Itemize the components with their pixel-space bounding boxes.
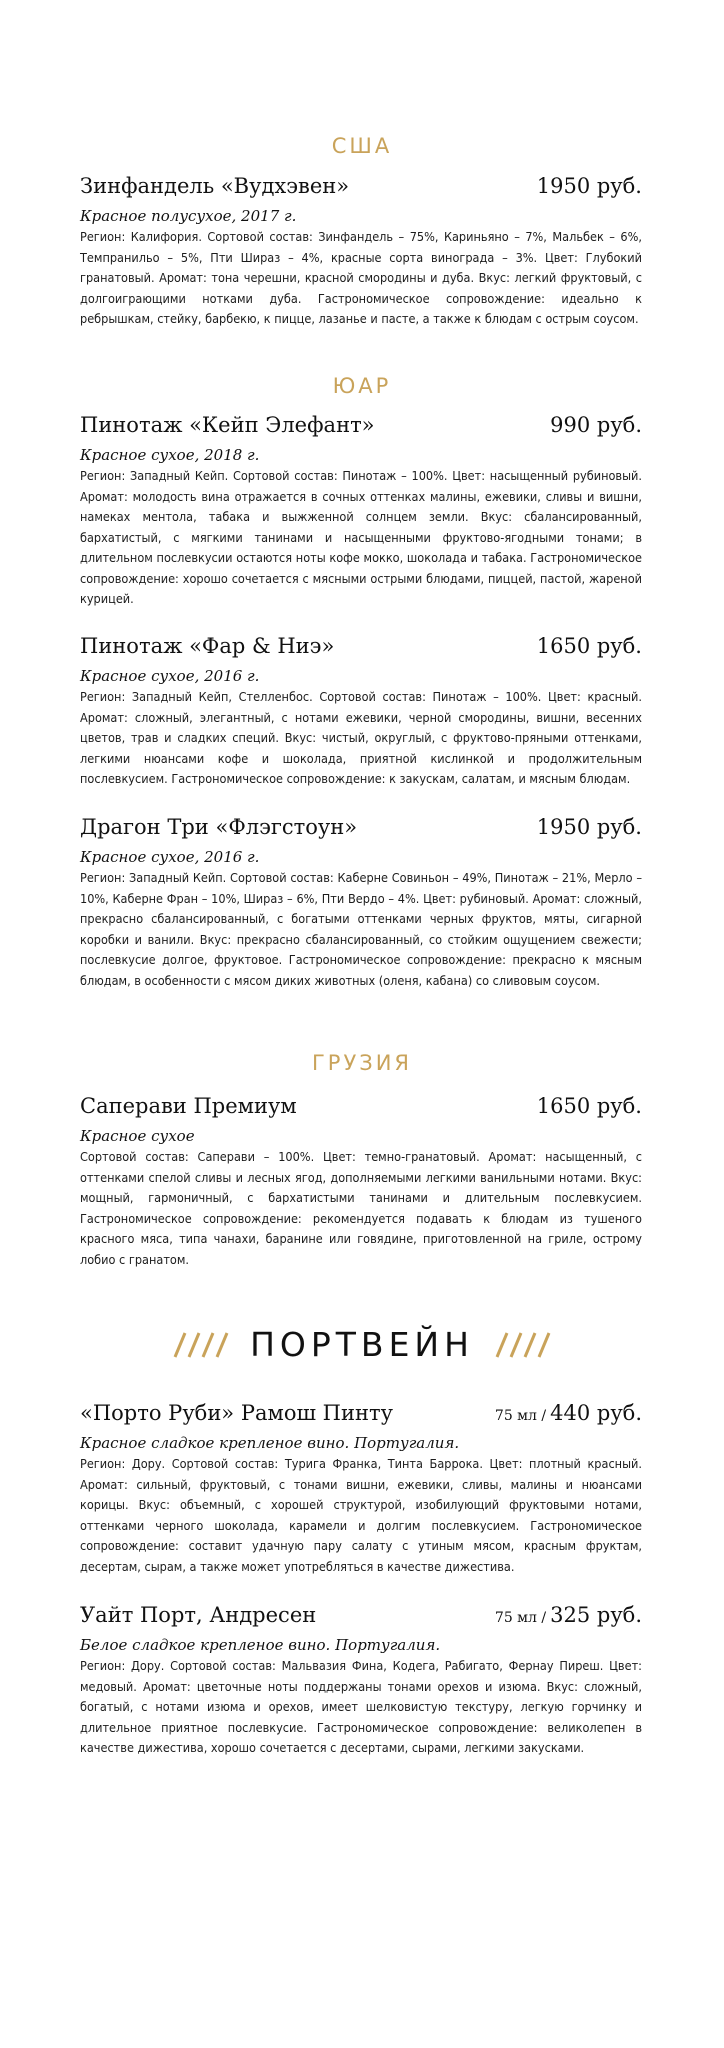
wine-subtitle: Красное сухое <box>80 1127 195 1145</box>
wine-price: 1950 руб. <box>536 815 642 839</box>
country-heading-usa: США <box>331 134 393 158</box>
wine-description: Регион: Дору. Сортовой состав: Мальвазия Фина, Кодега, Рабигато, Фернау Пиреш. Цвет: медовый. Аромат: цветочные ноты поддержаны тонами орехов и изюма. Вкус: сложный, богатый, с нотами изюма и орехов, имеет шелковистую текстуру, легкую горчинку и длительное приятное послевкусие. Гастрономическое сопровождение: великолепен в качестве дижестива, хорошо сочетается с десертами, сырами, легкими закусками. <box>80 1658 642 1755</box>
wine-item <box>80 815 642 991</box>
decorative-stripes-right-icon <box>493 1331 555 1359</box>
wine-subtitle: Белое сладкое крепленое вино. Португалия. <box>80 1636 441 1654</box>
wine-item <box>80 1603 642 1759</box>
wine-description: Регион: Калифория. Сортовой состав: Зинфандель – 75%, Кариньяно – 7%, Мальбек – 6%, Темпранильо – 5%, Пти Шираз – 4%, красные сорта винограда – 3%. Цвет: Глубокий гранатовый. Аромат: тона черешни, красной смородины и дуба. Вкус: легкий фруктовый, с долгоиграющими нотками дуба. Гастрономическое сопровождение: идеально к ребрышкам, стейку, барбекю, к пицце, лазанье и пасте, а также к блюдам с острым соусом. <box>80 229 642 326</box>
wine-subtitle: Красное сухое, 2016 г. <box>80 848 260 866</box>
section-title: ПОРТВЕЙН <box>250 1325 474 1364</box>
wine-subtitle: Красное сладкое крепленое вино. Португалия. <box>80 1434 460 1452</box>
wine-price: 1650 руб. <box>536 634 642 658</box>
wine-description: Регион: Западный Кейп. Сортовой состав: Каберне Совиньон – 49%, Пинотаж – 21%, Мерло – 10%, Каберне Фран – 10%, Шираз – 6%, Пти Вердо – 4%. Цвет: рубиновый. Аромат: сложный, прекрасно сбалансированный, с богатыми оттенками черных фруктов, мяты, сигарной коробки и ванили. Вкус: прекрасно сбалансированный, со стойким ощущением свежести; послевкусие долгое, фруктовое. Гастрономическое сопровождение: прекрасно к мясным блюдам, в особенности с мясом диких животных (оленя, кабана) со сливовым соусом. <box>80 870 642 988</box>
wine-description: Регион: Западный Кейп, Стелленбос. Сортовой состав: Пинотаж – 100%. Цвет: красный. Аромат: сложный, элегантный, с нотами ежевики, черной смородины, вишни, весенних цветов, трав и сладких специй. Вкус: чистый, округлый, с фруктово-пряными оттенками, легкими нюансами кофе и шоколада, приятной кислинкой и продолжительным послевкусием. Гастрономическое сопровождение: к закускам, салатам, и мясным блюдам. <box>80 689 642 786</box>
wine-volume: 75 мл / <box>494 1610 547 1626</box>
country-heading-south-africa: ЮАР <box>332 374 392 398</box>
section-heading-port <box>0 1325 724 1385</box>
wine-description: Сортовой состав: Саперави – 100%. Цвет: темно-гранатовый. Аромат: насыщенный, с оттенками спелой сливы и лесных ягод, дополняемыми легкими ванильными нотами. Вкус: мощный, гармоничный, с бархатистыми танинами и длительным послевкусием. Гастрономическое сопровождение: рекомендуется подавать к блюдам из тушеного красного мяса, типа чанахи, баранине или говядине, приготовленной на гриле, острому лобио с гранатом. <box>80 1149 642 1267</box>
wine-item <box>80 1401 642 1577</box>
decorative-stripes-left-icon <box>169 1331 231 1359</box>
wine-name: Пинотаж «Фар & Ниэ» <box>80 634 335 658</box>
wine-description: Регион: Дору. Сортовой состав: Турига Франка, Тинта Баррока. Цвет: плотный красный. Аромат: сильный, фруктовый, с тонами вишни, ежевики, сливы, малины и нюансами корицы. Вкус: объемный, с хорошей структурой, изобилующий фруктовыми нотами, оттенками черного шоколада, карамели и долгим послевкусием. Гастрономическое сопровождение: составит удачную пару салату с утиным мясом, красным фруктам, десертам, сырам, а также может употребляться в качестве дижестива. <box>80 1456 642 1574</box>
wine-name: Пинотаж «Кейп Элефант» <box>80 413 375 437</box>
wine-name: «Порто Руби» Рамош Пинту <box>80 1401 393 1425</box>
wine-name: Саперави Премиум <box>80 1094 297 1118</box>
wine-price-group <box>495 1401 642 1425</box>
wine-item <box>80 1094 642 1270</box>
wine-description: Регион: Западный Кейп. Сортовой состав: Пинотаж – 100%. Цвет: насыщенный рубиновый. Аромат: молодость вина отражается в сочных оттенках малины, ежевики, сливы и вишни, намеках ментола, табака и выжженной солнцем земли. Вкус: сбалансированный, бархатистый, с мягкими танинами и насыщенными фруктово-ягодными тонами; в длительном послевкусии остаются ноты кофе мокко, шоколада и табака. Гастрономическое сопровождение: хорошо сочетается с мясными острыми блюдами, пиццей, пастой, жареной курицей. <box>80 468 642 606</box>
wine-price: 1650 руб. <box>536 1094 642 1118</box>
wine-price: 440 руб. <box>550 1401 642 1425</box>
wine-item <box>80 174 642 330</box>
wine-subtitle: Красное полусухое, 2017 г. <box>80 207 297 225</box>
wine-price: 990 руб. <box>550 413 642 437</box>
wine-price-group <box>495 1603 642 1627</box>
wine-price: 325 руб. <box>550 1603 642 1627</box>
wine-subtitle: Красное сухое, 2016 г. <box>80 667 260 685</box>
wine-volume: 75 мл / <box>494 1408 547 1424</box>
wine-subtitle: Красное сухое, 2018 г. <box>80 446 260 464</box>
wine-name: Уайт Порт, Андресен <box>80 1603 317 1627</box>
wine-name: Зинфандель «Вудхэвен» <box>80 174 350 198</box>
wine-price: 1950 руб. <box>536 174 642 198</box>
wine-item <box>80 413 642 610</box>
country-heading-georgia: ГРУЗИЯ <box>311 1051 413 1075</box>
wine-item <box>80 634 642 790</box>
wine-name: Драгон Три «Флэгстоун» <box>80 815 358 839</box>
